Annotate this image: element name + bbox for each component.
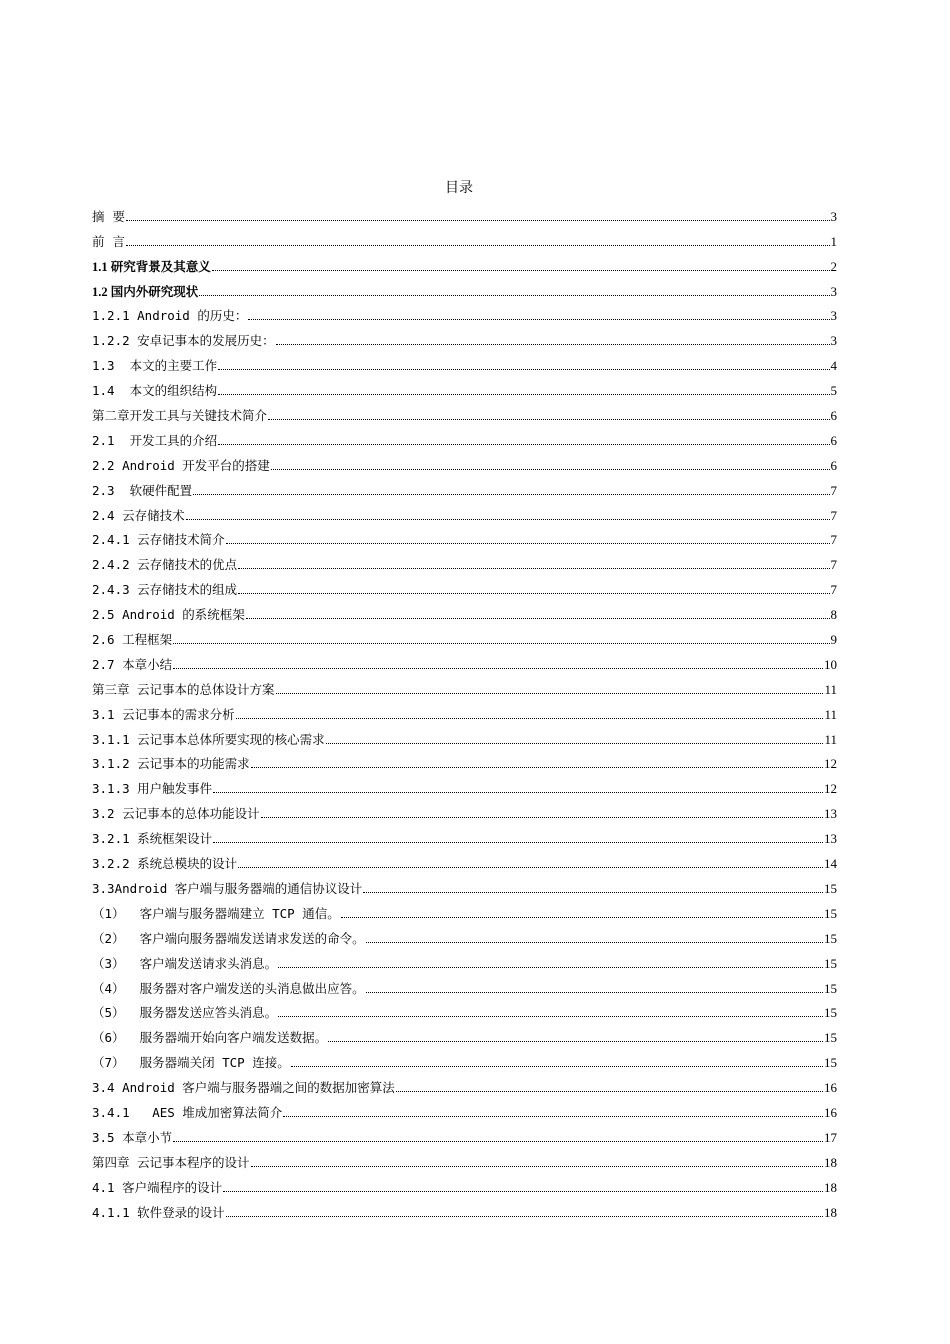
toc-entry[interactable] [92,897,837,922]
toc-entry-label: 2.3 软硬件配置 [92,482,193,498]
toc-leader-dots [199,295,829,296]
toc-entry[interactable] [92,648,837,673]
toc-entry-page-number: 7 [830,482,837,498]
toc-leader-dots [173,643,829,644]
toc-entry[interactable] [92,997,837,1022]
toc-entry-page-number: 15 [824,1030,837,1046]
toc-leader-dots [278,967,823,968]
toc-leader-dots [246,618,830,619]
toc-entry[interactable] [92,424,837,449]
toc-entry[interactable] [92,374,837,399]
toc-entry-label: 2.4.3 云存储技术的组成 [92,582,238,598]
toc-entry-label: 第三章 云记事本的总体设计方案 [92,681,275,697]
toc-leader-dots [326,743,824,744]
toc-entry-label: 摘 要 [92,208,125,224]
toc-leader-dots [278,1016,823,1017]
toc-entry-label: 2.4 云存储技术 [92,507,185,523]
toc-entry[interactable] [92,1096,837,1121]
toc-entry-label: 2.1 开发工具的介绍 [92,432,218,448]
toc-leader-dots [276,344,830,345]
toc-entry-page-number: 18 [824,1179,837,1195]
toc-entry-label: 2.4.2 云存储技术的优点 [92,557,238,573]
toc-entry-page-number: 7 [830,507,837,523]
toc-entry-label: （3） 客户端发送请求头消息。 [92,955,278,971]
toc-entry-label: 3.3Android 客户端与服务器端的通信协议设计 [92,880,363,896]
toc-entry-page-number: 4 [830,358,837,374]
toc-entry-label: 2.6 工程框架 [92,632,173,648]
toc-entry-page-number: 7 [830,532,837,548]
toc-entry[interactable] [92,797,837,822]
toc-entry-page-number: 1 [830,233,837,249]
toc-entry[interactable] [92,349,837,374]
toc-entry-label: 4.1.1 软件登录的设计 [92,1204,225,1220]
toc-entry-page-number: 7 [830,582,837,598]
toc-leader-dots [238,867,823,868]
toc-entry-label: 3.2.1 系统框架设计 [92,831,213,847]
toc-entry-page-number: 2 [830,258,837,274]
toc-entry[interactable] [92,1146,837,1171]
toc-leader-dots [366,992,823,993]
toc-entry[interactable] [92,748,837,773]
toc-leader-dots [213,842,823,843]
toc-leader-dots [238,568,829,569]
toc-entry[interactable] [92,1121,837,1146]
toc-entry[interactable] [92,474,837,499]
toc-entry[interactable] [92,1171,837,1196]
toc-entry[interactable] [92,200,837,225]
toc-entry-page-number: 11 [824,681,837,697]
toc-leader-dots [226,1216,823,1217]
toc-leader-dots [186,519,830,520]
toc-entry-page-number: 15 [824,880,837,896]
toc-entry-page-number: 17 [824,1129,837,1145]
toc-leader-dots [212,270,830,271]
toc-leader-dots [251,767,823,768]
toc-entry[interactable] [92,972,837,997]
toc-entry-label: 2.5 Android 的系统框架 [92,607,245,623]
toc-entry[interactable] [92,449,837,474]
toc-entry-label: 3.1.1 云记事本总体所要实现的核心需求 [92,731,325,747]
toc-entry[interactable] [92,598,837,623]
toc-entry-label: 2.7 本章小结 [92,656,173,672]
toc-entry-label: （7） 服务器端关闭 TCP 连接。 [92,1055,290,1071]
toc-leader-dots [363,892,823,893]
toc-entry[interactable] [92,1046,837,1071]
toc-entry-label: 3.4 Android 客户端与服务器端之间的数据加密算法 [92,1080,395,1096]
toc-leader-dots [218,444,829,445]
toc-entry-page-number: 7 [830,557,837,573]
toc-entry-page-number: 12 [824,756,837,772]
toc-entry[interactable] [92,524,837,549]
toc-entry-label: 第二章开发工具与关键技术简介 [92,408,268,424]
toc-entry-page-number: 15 [824,1005,837,1021]
toc-entry-label: 2.2 Android 开发平台的搭建 [92,457,270,473]
toc-entry-label: （6） 服务器端开始向客户端发送数据。 [92,1030,328,1046]
toc-entry[interactable] [92,847,837,872]
toc-leader-dots [328,1041,823,1042]
toc-leader-dots [226,543,830,544]
toc-entry-label: 2.4.1 云存储技术简介 [92,532,225,548]
toc-entry[interactable] [92,250,837,275]
toc-entry[interactable] [92,947,837,972]
toc-entry[interactable] [92,1196,837,1221]
toc-entry[interactable] [92,225,837,250]
toc-entry[interactable] [92,275,837,300]
toc-entry[interactable] [92,300,837,325]
toc-entry[interactable] [92,822,837,847]
toc-leader-dots [251,1166,823,1167]
toc-leader-dots [173,668,823,669]
toc-entry-page-number: 18 [824,1154,837,1170]
toc-entry-page-number: 6 [830,432,837,448]
toc-entry-label: 1.2.1 Android 的历史： [92,308,248,324]
toc-entry[interactable] [92,548,837,573]
toc-entry-page-number: 15 [824,955,837,971]
toc-leader-dots [268,419,829,420]
toc-entry-label: （5） 服务器发送应答头消息。 [92,1005,278,1021]
toc-entry-label: 3.4.1 AES 堆成加密算法简介 [92,1104,283,1120]
toc-entry-label: 前 言 [92,233,125,249]
toc-leader-dots [213,792,823,793]
toc-entry-page-number: 15 [824,1055,837,1071]
toc-entry-label: （4） 服务器对客户端发送的头消息做出应答。 [92,980,365,996]
toc-entry-page-number: 15 [824,905,837,921]
toc-entry-page-number: 15 [824,930,837,946]
toc-entry[interactable] [92,698,837,723]
toc-entry-page-number: 3 [830,333,837,349]
toc-leader-dots [223,1191,823,1192]
toc-entry[interactable] [92,573,837,598]
toc-entry-page-number: 18 [824,1204,837,1220]
toc-entry[interactable] [92,623,837,648]
toc-entry-label: 1.1 研究背景及其意义 [92,259,211,274]
toc-entry-label: 3.2 云记事本的总体功能设计 [92,806,260,822]
toc-entry-label: 3.1.2 云记事本的功能需求 [92,756,250,772]
toc-entry-label: 4.1 客户端程序的设计 [92,1179,223,1195]
toc-entry-page-number: 6 [830,457,837,473]
toc-entry-page-number: 16 [824,1104,837,1120]
toc-entry-label: 1.3 本文的主要工作 [92,358,218,374]
toc-entry-page-number: 12 [824,781,837,797]
toc-entry-label: 第四章 云记事本程序的设计 [92,1154,250,1170]
toc-entry-page-number: 16 [824,1080,837,1096]
toc-entry-page-number: 14 [824,856,837,872]
toc-entry-page-number: 10 [824,656,837,672]
toc-entry[interactable] [92,399,837,424]
toc-entry-page-number: 3 [830,308,837,324]
toc-entry-label: （1） 客户端与服务器端建立 TCP 通信。 [92,905,340,921]
toc-entry[interactable] [92,723,837,748]
toc-entry[interactable] [92,324,837,349]
toc-title: 目录 [445,180,473,196]
toc-entry[interactable] [92,872,837,897]
toc-leader-dots [276,693,824,694]
toc-entry-page-number: 11 [824,731,837,747]
toc-entry[interactable] [92,673,837,698]
toc-entry-page-number: 15 [824,980,837,996]
toc-entry-page-number: 6 [830,408,837,424]
toc-leader-dots [193,494,829,495]
toc-leader-dots [283,1116,823,1117]
toc-entry[interactable] [92,1071,837,1096]
toc-leader-dots [126,220,830,221]
toc-leader-dots [271,469,830,470]
toc-list [92,200,837,1221]
toc-entry[interactable] [92,922,837,947]
toc-leader-dots [366,942,823,943]
toc-entry[interactable] [92,772,837,797]
toc-entry[interactable] [92,1021,837,1046]
toc-entry-label: 3.1.3 用户触发事件 [92,781,213,797]
toc-leader-dots [126,245,830,246]
toc-entry-label: 1.2 国内外研究现状 [92,284,199,299]
toc-entry-label: 3.1 云记事本的需求分析 [92,706,235,722]
toc-entry-label: 1.2.2 安卓记事本的发展历史： [92,333,275,349]
toc-entry-page-number: 9 [830,632,837,648]
toc-entry-label: 3.5 本章小节 [92,1129,173,1145]
toc-leader-dots [238,593,829,594]
toc-leader-dots [218,369,829,370]
toc-leader-dots [248,319,829,320]
toc-entry-page-number: 13 [824,806,837,822]
toc-entry-label: 1.4 本文的组织结构 [92,383,218,399]
toc-entry-page-number: 5 [830,383,837,399]
toc-entry-label: （2） 客户端向服务器端发送请求发送的命令。 [92,930,365,946]
toc-leader-dots [341,917,823,918]
toc-entry-page-number: 8 [830,607,837,623]
toc-leader-dots [173,1141,823,1142]
toc-entry-page-number: 13 [824,831,837,847]
toc-leader-dots [261,817,823,818]
toc-entry-page-number: 11 [824,706,837,722]
toc-entry-page-number: 3 [830,283,837,299]
toc-entry-page-number: 3 [830,208,837,224]
toc-entry-label: 3.2.2 系统总模块的设计 [92,856,238,872]
toc-leader-dots [218,394,829,395]
toc-entry[interactable] [92,499,837,524]
toc-leader-dots [236,718,824,719]
toc-leader-dots [396,1091,823,1092]
toc-leader-dots [291,1066,823,1067]
